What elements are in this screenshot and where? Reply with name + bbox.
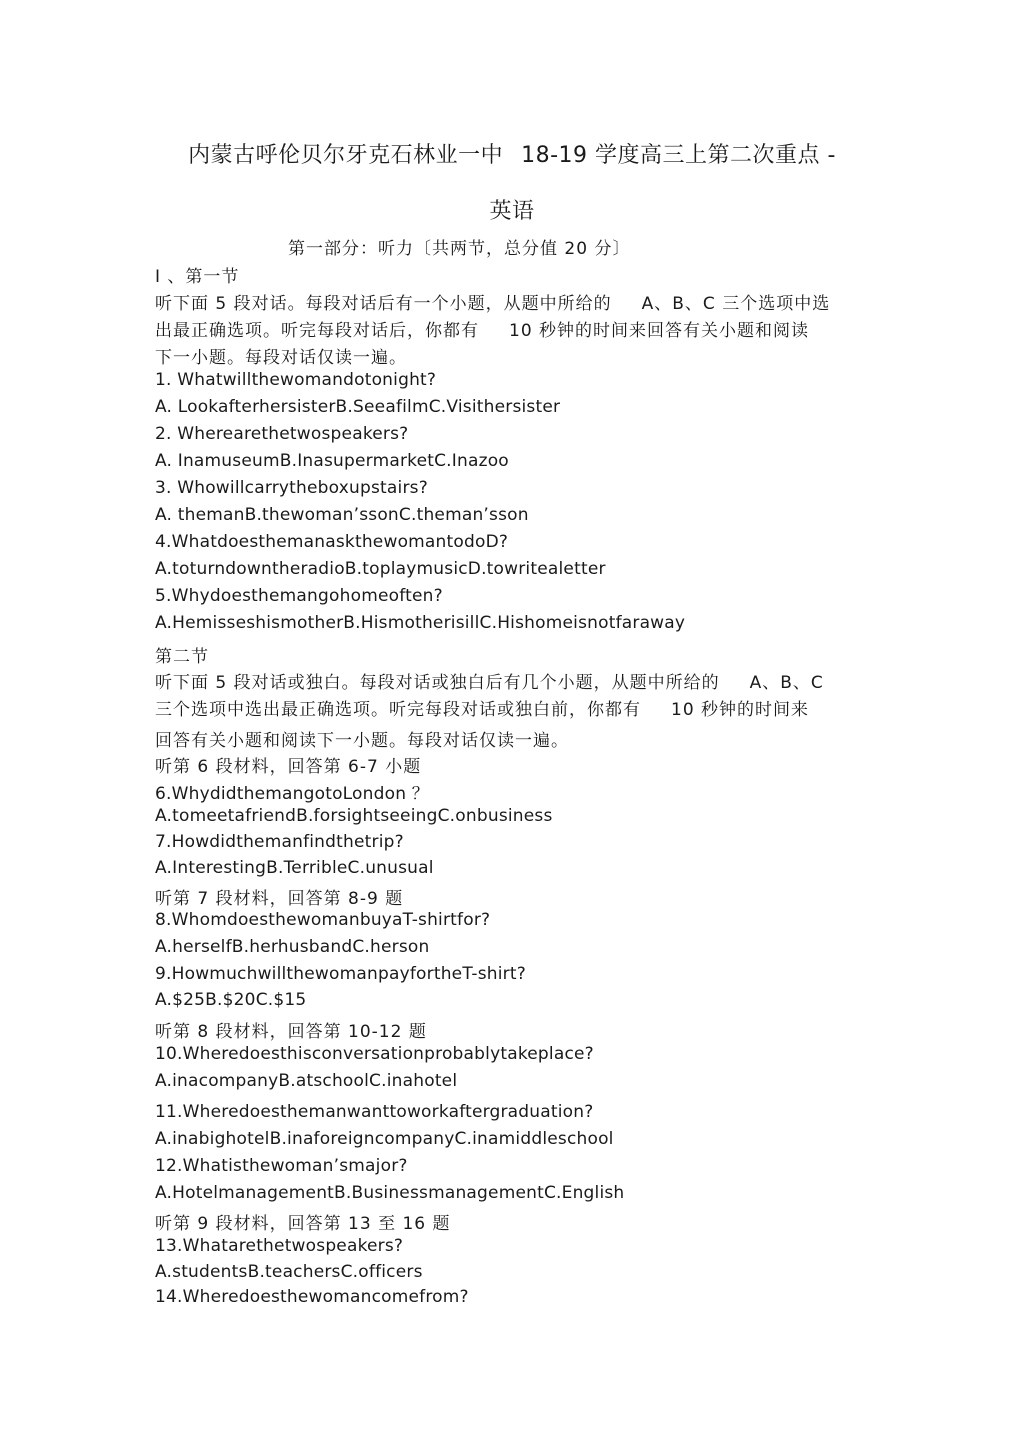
question-line: 10.Wheredoesthisconversationprobablytakeplace? <box>155 1044 594 1064</box>
question-line: 13.Whatarethetwospeakers? <box>155 1236 404 1256</box>
question-line: 8.WhomdoesthewomanbuyaT-shirtfor? <box>155 910 491 930</box>
question-line: 2. Wherearethetwospeakers? <box>155 424 409 444</box>
question-line: 7.Howdidthemanfindthetrip? <box>155 832 404 852</box>
question-line: 1. Whatwillthewomandotonight? <box>155 370 437 390</box>
answer-options: A. themanB.thewoman’ssonC.theman’sson <box>155 505 529 525</box>
answer-options: A.inabighotelB.inaforeigncompanyC.inamiddleschool <box>155 1129 614 1149</box>
title-part-1: 内蒙古呼伦贝尔牙克石林业一中 <box>188 143 504 168</box>
instruction-text: 出最正确选项。听完每段对话后，你都有 <box>155 321 479 341</box>
answer-options: A.HotelmanagementB.BusinessmanagementC.English <box>155 1183 625 1203</box>
instruction-text: 听下面 5 段对话。每段对话后有一个小题，从题中所给的 <box>155 294 612 314</box>
answer-options: A.InterestingB.TerribleC.unusual <box>155 858 434 878</box>
instruction-text: 听下面 5 段对话或独白。每段对话或独白后有几个小题，从题中所给的 <box>155 673 720 693</box>
material-heading: 听第 8 段材料，回答第 10-12 题 <box>155 1022 427 1042</box>
title-part-2: 18-19 学度高三上第二次重点 - <box>521 143 836 168</box>
question-line: 5.Whydoesthemangohomeoften? <box>155 586 443 606</box>
question-line: 3. Whowillcarrytheboxupstairs? <box>155 478 428 498</box>
section1-instruction-line-2 <box>155 316 809 341</box>
instruction-text: 三个选项中选出最正确选项。听完每段对话或独白前，你都有 <box>155 700 641 720</box>
question-line: 6.WhydidthemangotoLondon ？ <box>155 784 429 804</box>
question-line: 14.Wheredoesthewomancomefrom? <box>155 1287 469 1307</box>
answer-options: A.studentsB.teachersC.officers <box>155 1262 423 1282</box>
section2-instruction-line-1 <box>155 668 824 693</box>
question-line: 12.Whatisthewoman’smajor? <box>155 1156 408 1176</box>
answer-options: A. LookafterhersisterB.SeeafilmC.Visithersister <box>155 397 561 417</box>
document-title <box>0 138 1024 169</box>
answer-options: A.inacompanyB.atschoolC.inahotel <box>155 1071 458 1091</box>
material-heading: 听第 9 段材料，回答第 13 至 16 题 <box>155 1214 451 1234</box>
section2-instruction-line-3: 回答有关小题和阅读下一小题。每段对话仅读一遍。 <box>155 731 569 751</box>
answer-options: A. InamuseumB.InasupermarketC.Inazoo <box>155 451 509 471</box>
answer-options: A.$25B.$20C.$15 <box>155 990 307 1010</box>
part-heading: 第一部分：听力〔共两节，总分值 20 分〕 <box>288 239 631 259</box>
instruction-text: 10 秒钟的时间来回答有关小题和阅读 <box>509 321 810 341</box>
question-line: 9.HowmuchwillthewomanpayfortheT-shirt? <box>155 964 526 984</box>
answer-options: A.HemisseshismotherB.HismotherisillC.Hishomeisnotfaraway <box>155 613 686 633</box>
question-line: 4.WhatdoesthemanaskthewomantodoD? <box>155 532 509 552</box>
section1-heading: I 、第一节 <box>155 267 240 287</box>
instruction-text: 10 秒钟的时间来 <box>671 700 810 720</box>
section1-instruction-line-1 <box>155 289 830 314</box>
instruction-text: A、B、C <box>749 673 824 693</box>
answer-options: A.tomeetafriendB.forsightseeingC.onbusiness <box>155 806 553 826</box>
answer-options: A.toturndowntheradioB.toplaymusicD.towritealetter <box>155 559 606 579</box>
instruction-text: A、B、C 三个选项中选 <box>641 294 831 314</box>
material-heading: 听第 7 段材料，回答第 8-9 题 <box>155 889 404 909</box>
document-subtitle: 英语 <box>489 199 535 224</box>
material-heading: 听第 6 段材料，回答第 6-7 小题 <box>155 757 422 777</box>
section1-instruction-line-3: 下一小题。每段对话仅读一遍。 <box>155 348 407 368</box>
section2-heading: 第二节 <box>155 647 209 667</box>
section2-instruction-line-2 <box>155 695 809 720</box>
answer-options: A.herselfB.herhusbandC.herson <box>155 937 430 957</box>
question-line: 11.Wheredoesthemanwanttoworkaftergraduation? <box>155 1102 594 1122</box>
